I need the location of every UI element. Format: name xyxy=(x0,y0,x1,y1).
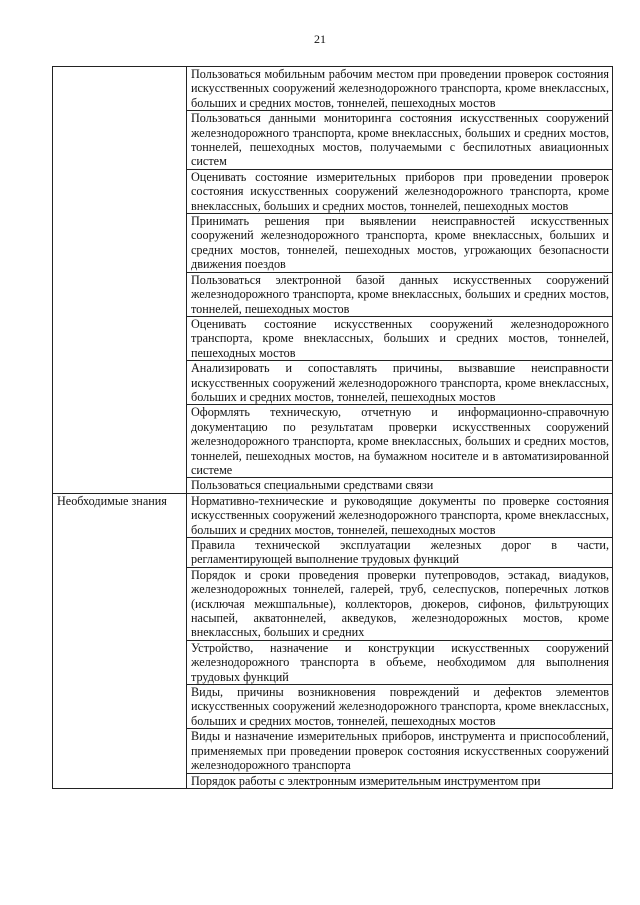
table-cell: Порядок работы с электронным измерительным инструментом при xyxy=(187,773,613,788)
table-cell: Порядок и сроки проведения проверки путепроводов, эстакад, виадуков, железнодорожных тоннелей, галерей, труб, селеспусков, поперечных лотков (исключая межшпальные), коллекторов, дюкеров, сифонов, фильтрующих насыпей, акватоннелей, акведуков, железнодорожных мостов, кроме внеклассных, больших и средних xyxy=(187,567,613,640)
requirements-table xyxy=(52,66,613,789)
table-cell: Анализировать и сопоставлять причины, вызвавшие неисправности искусственных сооружений железнодорожного транспорта, кроме внеклассных, больших и средних мостов, тоннелей, пешеходных мостов xyxy=(187,361,613,405)
table-cell: Нормативно-технические и руководящие документы по проверке состояния искусственных сооружений железнодорожного транспорта, кроме внеклассных, больших и средних мостов, тоннелей, пешеходных мостов xyxy=(187,493,613,537)
table-cell: Пользоваться специальными средствами связи xyxy=(187,478,613,493)
table-cell: Оценивать состояние измерительных приборов при проведении проверок состояния искусственных сооружений железнодорожного транспорта, кроме внеклассных, больших и средних мостов, тоннелей, пешеходных мостов xyxy=(187,169,613,213)
table-cell: Виды, причины возникновения повреждений и дефектов элементов искусственных сооружений железнодорожного транспорта, кроме внеклассных, больших и средних мостов, тоннелей, пешеходных мостов xyxy=(187,685,613,729)
table-cell: Оформлять техническую, отчетную и информационно-справочную документацию по результатам проверки искусственных сооружений железнодорожного транспорта, кроме внеклассных, больших и средних мостов, тоннелей, пешеходных мостов, на бумажном носителе и в автоматизированной системе xyxy=(187,405,613,478)
table-cell: Пользоваться электронной базой данных искусственных сооружений железнодорожного транспорта, кроме внеклассных, больших и средних мостов, тоннелей, пешеходных мостов xyxy=(187,272,613,316)
table-cell: Устройство, назначение и конструкции искусственных сооружений железнодорожного транспорта в объеме, необходимом для выполнения трудовых функций xyxy=(187,640,613,684)
page-number: 21 xyxy=(314,32,326,46)
table-cell: Принимать решения при выявлении неисправностей искусственных сооружений железнодорожного транспорта, кроме внеклассных, больших и средних мостов, тоннелей, пешеходных мостов, угрожающих безопасности движения поездов xyxy=(187,214,613,273)
table-cell: Пользоваться мобильным рабочим местом при проведении проверок состояния искусственных сооружений железнодорожного транспорта, кроме внеклассных, больших и средних мостов, тоннелей, пешеходных мостов xyxy=(187,67,613,111)
table-cell: Оценивать состояние искусственных сооружений железнодорожного транспорта, кроме внеклассных, больших и средних мостов, тоннелей, пешеходных мостов xyxy=(187,316,613,360)
table-row xyxy=(53,67,613,111)
table-cell: Правила технической эксплуатации железных дорог в части, регламентирующей выполнение трудовых функций xyxy=(187,538,613,568)
table-row xyxy=(53,493,613,537)
section-label-cell xyxy=(53,67,187,494)
table-cell: Виды и назначение измерительных приборов, инструмента и приспособлений, применяемых при проведении проверок состояния искусственных сооружений железнодорожного транспорта xyxy=(187,729,613,773)
section-label-cell: Необходимые знания xyxy=(53,493,187,788)
table-cell: Пользоваться данными мониторинга состояния искусственных сооружений железнодорожного транспорта, кроме внеклассных, больших и средних мостов, тоннелей, пешеходных мостов, получаемыми с беспилотных авиационных систем xyxy=(187,111,613,170)
